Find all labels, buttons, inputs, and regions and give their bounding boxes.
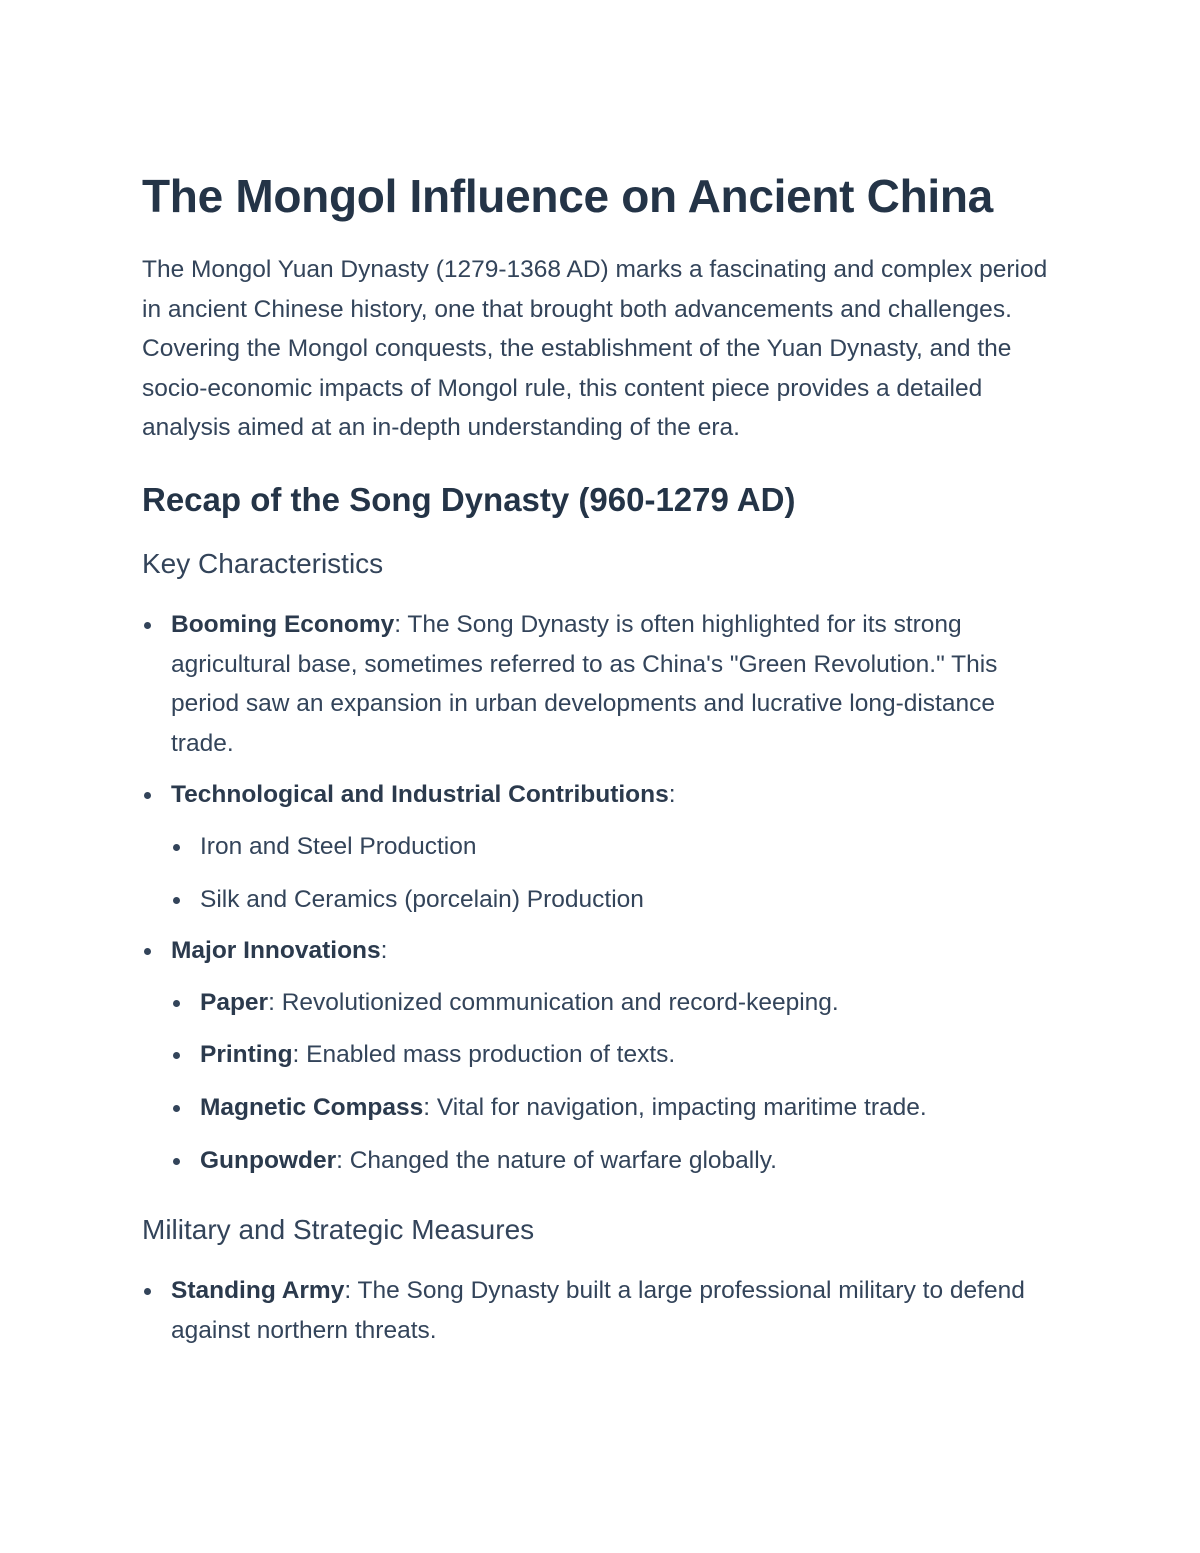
item-text: : Changed the nature of warfare globally.: [336, 1146, 777, 1174]
sublist-item-paper: [171, 983, 1062, 1023]
bullet-icon: [173, 1052, 180, 1059]
item-text: :: [380, 937, 388, 965]
list-item-booming-economy: [142, 605, 1062, 763]
list-item-standing-army: [142, 1271, 1062, 1350]
bullet-icon: [144, 792, 151, 799]
item-lead: Technological and Industrial Contributions: [171, 781, 669, 809]
list-item-tech-contributions: [142, 775, 1062, 919]
bullet-icon: [144, 948, 151, 955]
innovations-sublist: [171, 983, 1062, 1180]
item-lead: Magnetic Compass: [200, 1093, 424, 1121]
item-text: Silk and Ceramics (porcelain) Production: [200, 885, 644, 913]
item-text: : Enabled mass production of texts.: [292, 1041, 676, 1069]
bullet-icon: [173, 897, 180, 904]
bullet-icon: [144, 622, 151, 629]
item-text: Iron and Steel Production: [200, 832, 477, 860]
document-title: The Mongol Influence on Ancient China: [142, 170, 993, 222]
sublist-item-silk-ceramics: [171, 880, 1062, 920]
item-text: :: [668, 781, 676, 809]
item-lead: Booming Economy: [171, 610, 395, 638]
item-lead: Printing: [200, 1041, 293, 1069]
key-characteristics-list: [142, 605, 1062, 1180]
bullet-icon: [173, 844, 180, 851]
document-page: [142, 168, 1062, 1350]
bullet-icon: [173, 1000, 180, 1007]
list-item-major-innovations: [142, 931, 1062, 1180]
sublist-item-magnetic-compass: [171, 1088, 1062, 1128]
subsection-heading-military: Military and Strategic Measures: [142, 1214, 535, 1246]
item-text: : The Song Dynasty built a large professional military to defend against northern threats.: [171, 1277, 1025, 1344]
item-text: : Revolutionized communication and record-keeping.: [268, 988, 839, 1016]
bullet-icon: [173, 1105, 180, 1112]
bullet-icon: [144, 1288, 151, 1295]
intro-paragraph: The Mongol Yuan Dynasty (1279-1368 AD) marks a fascinating and complex period in ancient Chinese history, one that brought both advancements and challenges. Covering the Mongol conquests, the establishment of the Yuan Dynasty, and the socio-economic impacts of Mongol rule, this content piece provides a detailed analysis aimed at an in-depth understanding of the era.: [142, 256, 1048, 442]
sublist-item-gunpowder: [171, 1141, 1062, 1181]
bullet-icon: [173, 1158, 180, 1165]
subsection-heading-key-characteristics: Key Characteristics: [142, 547, 384, 579]
sublist-item-iron-steel: [171, 827, 1062, 867]
section-heading: Recap of the Song Dynasty (960-1279 AD): [142, 480, 796, 518]
item-text: : Vital for navigation, impacting maritime trade.: [423, 1093, 927, 1121]
item-text: : The Song Dynasty is often highlighted for its strong agricultural base, sometimes referred to as China's "Green Revolution." This period saw an expansion in urban developments and lucrative long-distance trade.: [171, 610, 998, 757]
item-lead: Paper: [200, 988, 269, 1016]
item-lead: Standing Army: [171, 1277, 345, 1305]
sublist-item-printing: [171, 1035, 1062, 1075]
military-list: [142, 1271, 1062, 1350]
tech-sublist: [171, 827, 1062, 919]
item-lead: Major Innovations: [171, 937, 381, 965]
item-lead: Gunpowder: [200, 1146, 337, 1174]
